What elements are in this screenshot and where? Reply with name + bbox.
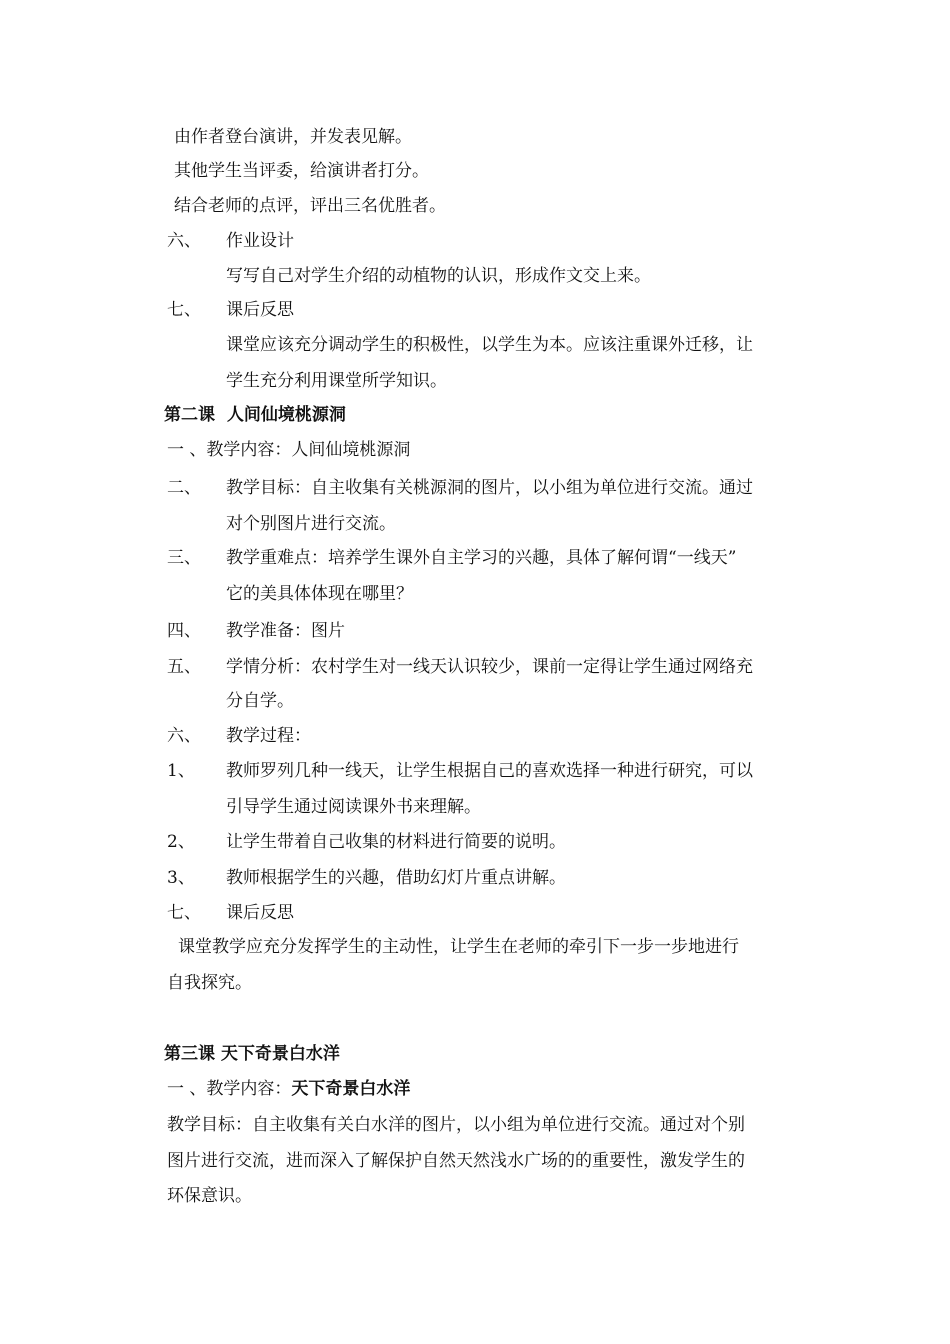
paragraph: 教学目标：自主收集有关白水洋的图片，以小组为单位进行交流。通过对个别 (167, 1115, 745, 1135)
paragraph: 教学目标：自主收集有关桃源洞的图片，以小组为单位进行交流。通过 (226, 478, 753, 498)
paragraph-prefix: 一 、教学内容： (167, 1079, 292, 1099)
section-heading: 作业设计 (226, 231, 294, 251)
paragraph: 一 、教学内容：人间仙境桃源洞 (167, 440, 411, 460)
paragraph: 学情分析：农村学生对一线天认识较少，课前一定得让学生通过网络充 (226, 657, 753, 677)
step-number: 3、 (167, 868, 195, 888)
section-number: 六、 (167, 231, 201, 251)
section-number: 五、 (167, 657, 201, 677)
paragraph: 教学重难点：培养学生课外自主学习的兴趣，具体了解何谓“一线天” (226, 548, 737, 568)
paragraph: 让学生带着自己收集的材料进行简要的说明。 (226, 832, 566, 852)
paragraph: 分自学。 (226, 691, 294, 711)
lesson-title: 第三课 天下奇景白水洋 (164, 1044, 340, 1064)
paragraph: 教师根据学生的兴趣，借助幻灯片重点讲解。 (226, 868, 566, 888)
section-number: 六、 (167, 726, 201, 746)
section-number: 四、 (167, 621, 201, 641)
paragraph: 对个别图片进行交流。 (226, 514, 396, 534)
paragraph: 课堂教学应充分发挥学生的主动性，让学生在老师的牵引下一步一步地进行 (178, 937, 739, 957)
section-number: 三、 (167, 548, 201, 568)
emphasized-text: 天下奇景白水洋 (291, 1079, 411, 1099)
paragraph: 环保意识。 (167, 1186, 252, 1206)
paragraph: 它的美具体体现在哪里？ (226, 584, 413, 604)
paragraph: 课堂应该充分调动学生的积极性，以学生为本。应该注重课外迁移，让 (226, 335, 753, 355)
paragraph: 结合老师的点评，评出三名优胜者。 (174, 196, 446, 216)
paragraph: 自我探究。 (167, 973, 252, 993)
paragraph: 引导学生通过阅读课外书来理解。 (226, 797, 481, 817)
paragraph: 学生充分利用课堂所学知识。 (226, 371, 447, 391)
paragraph (167, 1077, 410, 1101)
section-number: 二、 (167, 478, 201, 498)
section-heading: 课后反思 (226, 903, 294, 923)
lesson-title: 第二课 人间仙境桃源洞 (164, 405, 346, 425)
paragraph: 教学过程： (226, 726, 311, 746)
section-heading: 课后反思 (226, 300, 294, 320)
section-number: 七、 (167, 903, 201, 923)
paragraph: 其他学生当评委，给演讲者打分。 (174, 161, 429, 181)
paragraph: 写写自己对学生介绍的动植物的认识，形成作文交上来。 (226, 266, 651, 286)
step-number: 1、 (167, 761, 195, 781)
paragraph: 教师罗列几种一线天，让学生根据自己的喜欢选择一种进行研究，可以 (226, 761, 753, 781)
paragraph: 由作者登台演讲，并发表见解。 (174, 127, 412, 147)
paragraph: 图片进行交流，进而深入了解保护自然天然浅水广场的的重要性，激发学生的 (167, 1151, 745, 1171)
step-number: 2、 (167, 832, 195, 852)
paragraph: 教学准备：图片 (226, 621, 345, 641)
section-number: 七、 (167, 300, 201, 320)
